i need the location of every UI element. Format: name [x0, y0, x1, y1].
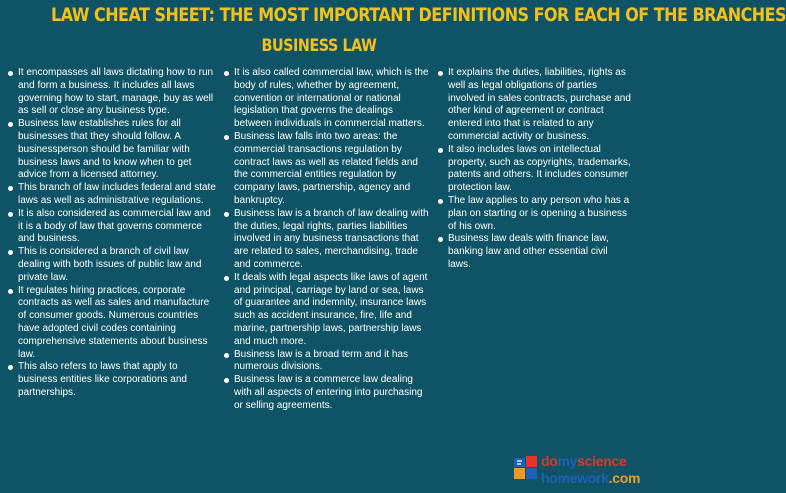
bullet-item [6, 285, 218, 362]
bullet-dot-icon [224, 135, 229, 140]
bullet-dot-icon [8, 122, 13, 127]
logo-do: do [541, 453, 558, 469]
bullet-text: It also includes laws on intellectual property, such as copyrights, trademarks, patents and others. It includes consumer protection law. [448, 143, 631, 194]
bullet-dot-icon [438, 237, 443, 242]
bullet-text: This branch of law includes federal and state laws as well as administrative regulations. [18, 182, 216, 206]
bullet-dot-icon [224, 378, 229, 383]
logo-mark-icon [513, 455, 539, 481]
domyhomework-logo [511, 451, 641, 491]
bullet-text: It explains the duties, liabilities, rights as well as legal obligations of parties involved in sales contracts, purchase and other kind of agreement or contract entered into that is related to any commercial activity or business. [448, 67, 631, 142]
bullet-dot-icon [8, 186, 13, 191]
bullet-dot-icon [8, 71, 13, 76]
column-3 [436, 67, 632, 272]
bullet-text: It is also considered as commercial law and it is a body of law that governs commerce and business. [18, 207, 211, 245]
bullet-item [6, 182, 218, 208]
bullet-item [222, 67, 432, 131]
section-title: BUSINESS LAW [261, 36, 377, 56]
bullet-dot-icon [8, 289, 13, 294]
logo-line-1 [541, 453, 626, 469]
bullet-item [6, 246, 218, 284]
bullet-dot-icon [224, 353, 229, 358]
column-2 [222, 67, 432, 413]
bullet-text: The law applies to any person who has a plan on starting or is opening a business of his own. [448, 194, 630, 232]
column-1 [6, 67, 218, 400]
bullet-text: Business law is a broad term and it has numerous divisions. [234, 348, 408, 373]
bullet-item [222, 349, 432, 375]
logo-line-2 [541, 470, 640, 486]
bullet-item [222, 131, 432, 208]
bullet-text: It regulates hiring practices, corporate contracts as well as sales and manufacture of consumer goods. Numerous countries have adopted civil codes containing comprehensive statements about business law. [18, 284, 210, 360]
bullet-item [436, 233, 632, 271]
bullet-text: It deals with legal aspects like laws of agent and principal, carriage by land or sea, laws of guarantee and indemnity, insurance laws such as accident insurance, fire, life and marine, partnership laws, partnership laws and much more. [234, 271, 428, 347]
bullet-item [222, 374, 432, 412]
bullet-item [6, 361, 218, 399]
page-title: LAW CHEAT SHEET: THE MOST IMPORTANT DEFINITIONS FOR EACH OF THE BRANCHES [51, 4, 786, 26]
bullet-dot-icon [8, 250, 13, 255]
bullet-text: This also refers to laws that apply to business entities like corporations and partnerships. [18, 361, 187, 398]
bullet-text: Business law establishes rules for all businesses that they should follow. A businessperson should be familiar with business laws and to know when to get advice from a licensed attorney. [18, 118, 192, 181]
bullet-dot-icon [224, 212, 229, 217]
logo-my: my [557, 453, 578, 469]
logo-science: science [577, 453, 627, 469]
bullet-text: Business law is a commerce law dealing with all aspects of entering into purchasing or selling agreements. [234, 374, 423, 411]
logo-homework: homework [541, 470, 609, 486]
bullet-dot-icon [438, 71, 443, 76]
bullet-text: Business law is a branch of law dealing with the duties, legal rights, parties liabilities involved in any business transactions that are related to sales, merchandising, trade and commerce. [234, 207, 429, 270]
bullet-dot-icon [438, 199, 443, 204]
bullet-text: It encompasses all laws dictating how to run and form a business. It includes all laws governing how to start, manage, buy as well as sell or close any business type. [18, 67, 214, 117]
bullet-dot-icon [224, 71, 229, 76]
bullet-item [6, 208, 218, 246]
bullet-dot-icon [438, 148, 443, 153]
bullet-item [222, 208, 432, 272]
bullet-item [436, 144, 632, 195]
logo-com: .com [608, 470, 641, 486]
bullet-dot-icon [224, 276, 229, 281]
bullet-text: This is considered a branch of civil law dealing with both issues of public law and private law. [18, 246, 202, 283]
bullet-item [436, 67, 632, 144]
bullet-text: It is also called commercial law, which is the body of rules, whether by agreement, convention or international or national legislation that governs the dealings between individuals in commercial matters. [234, 67, 429, 130]
bullet-dot-icon [8, 212, 13, 217]
bullet-item [6, 67, 218, 118]
bullet-item [222, 272, 432, 349]
bullet-dot-icon [8, 365, 13, 370]
bullet-text: Business law deals with finance law, banking law and other essential civil laws. [448, 233, 609, 270]
bullet-text: Business law falls into two areas: the commercial transactions regulation by contract laws as well as related fields and the commercial entities regulation by company laws, partnership, agency and bankruptcy. [234, 130, 418, 206]
bullet-item [6, 118, 218, 182]
bullet-item [436, 195, 632, 233]
